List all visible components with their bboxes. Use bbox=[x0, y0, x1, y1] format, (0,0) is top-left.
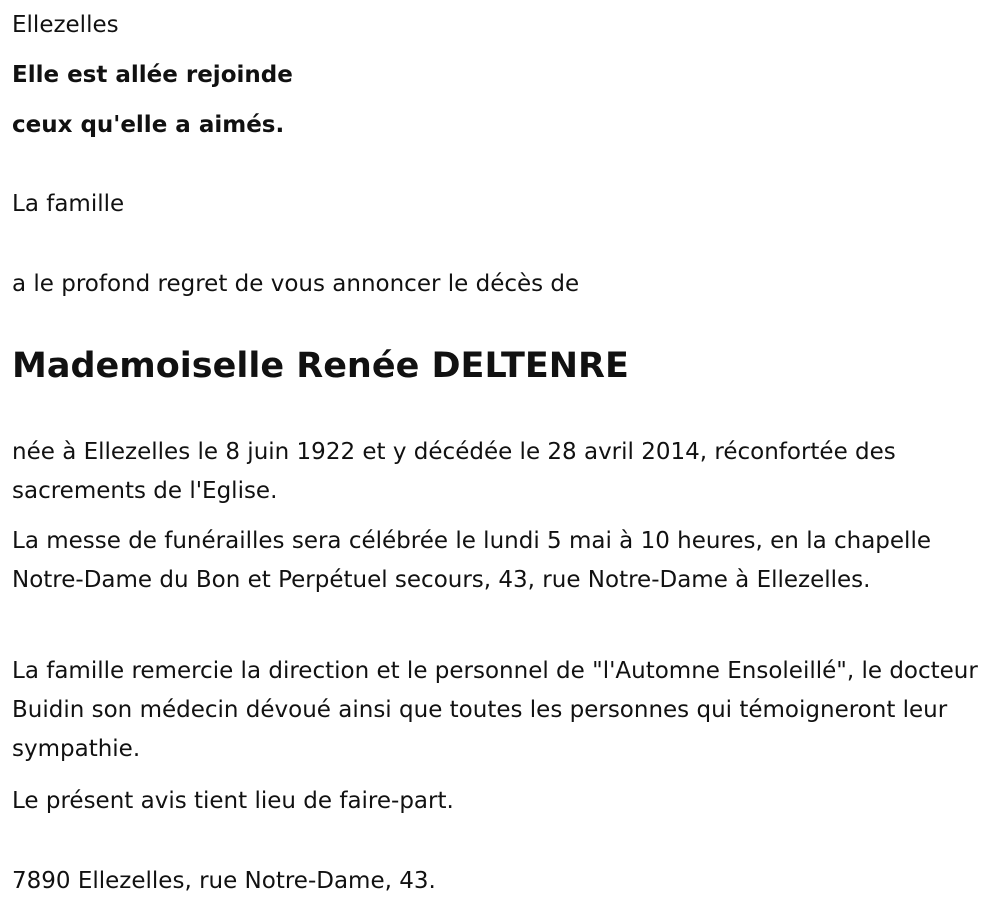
funeral-mass-paragraph: La messe de funérailles sera célébrée le lundi 5 mai à 10 heures, en la chapelle Notre-Dame du Bon et Perpétuel secours, 43, rue Notre-Dame à Ellezelles. bbox=[12, 528, 931, 593]
epitaph-line-2: ceux qu'elle a aimés. bbox=[12, 112, 285, 138]
epitaph-line-1: Elle est allée rejoinde bbox=[12, 62, 293, 88]
faire-part-line: Le présent avis tient lieu de faire-part. bbox=[12, 788, 454, 814]
family-intro: La famille bbox=[12, 191, 125, 217]
birth-death-paragraph: née à Ellezelles le 8 juin 1922 et y décédée le 28 avril 2014, réconfortée des sacrements de l'Eglise. bbox=[12, 439, 896, 504]
regret-line: a le profond regret de vous annoncer le décès de bbox=[12, 271, 580, 297]
address-line: 7890 Ellezelles, rue Notre-Dame, 43. bbox=[12, 868, 436, 894]
location-heading: Ellezelles bbox=[12, 12, 119, 38]
deceased-name: Mademoiselle Renée DELTENRE bbox=[12, 346, 629, 386]
thanks-paragraph: La famille remercie la direction et le personnel de "l'Automne Ensoleillé", le docteur Buidin son médecin dévoué ainsi que toutes les personnes qui témoigneront leur sympathie. bbox=[12, 658, 978, 762]
